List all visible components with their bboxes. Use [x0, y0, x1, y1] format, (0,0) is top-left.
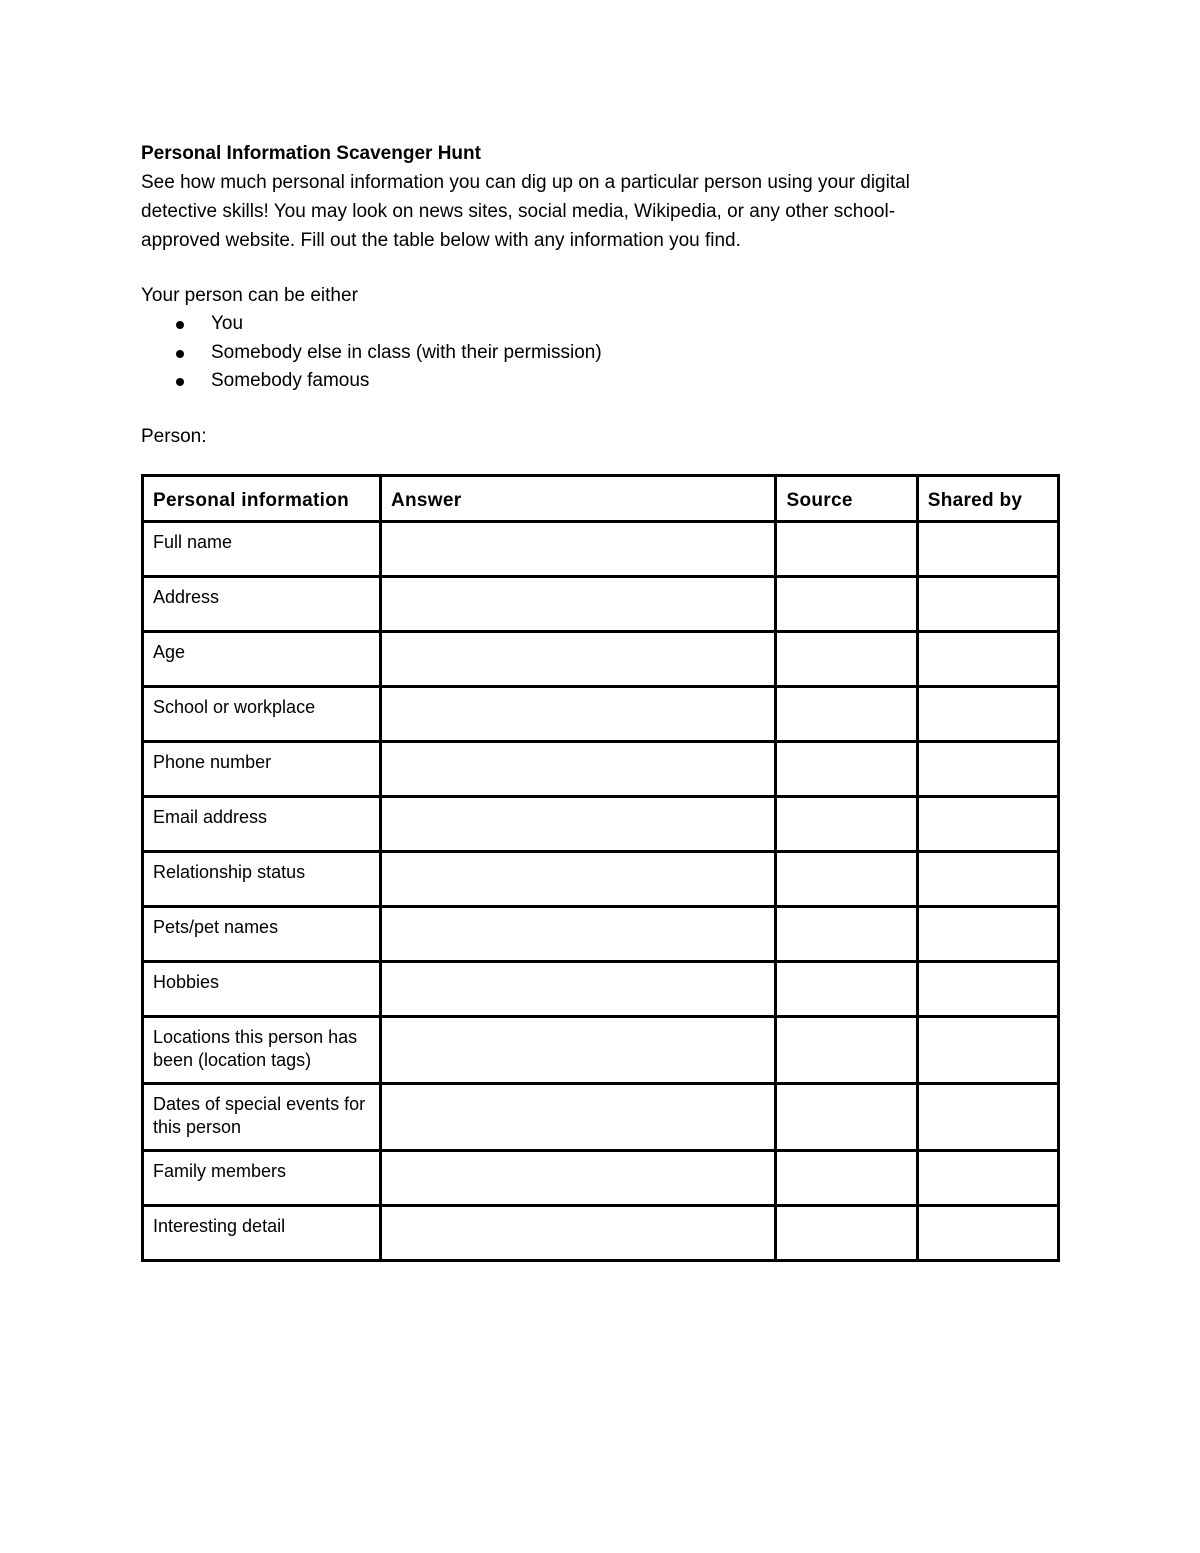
shared-by-cell[interactable]	[917, 797, 1058, 852]
shared-by-cell[interactable]	[917, 742, 1058, 797]
source-cell[interactable]	[776, 577, 917, 632]
shared-by-cell[interactable]	[917, 852, 1058, 907]
header-shared-by: Shared by	[917, 476, 1058, 522]
source-cell[interactable]	[776, 1206, 917, 1261]
list-item	[141, 367, 1059, 396]
source-cell[interactable]	[776, 687, 917, 742]
shared-by-cell[interactable]	[917, 962, 1058, 1017]
row-label: Pets/pet names	[143, 907, 381, 962]
answer-cell[interactable]	[380, 522, 776, 577]
answer-cell[interactable]	[380, 907, 776, 962]
answer-cell[interactable]	[380, 1017, 776, 1084]
list-item	[141, 310, 1059, 339]
row-label: Email address	[143, 797, 381, 852]
intro-line: See how much personal information you can dig up on a particular person using your digital	[141, 172, 910, 193]
table-row	[143, 852, 1059, 907]
shared-by-cell[interactable]	[917, 1017, 1058, 1084]
option-text: Somebody famous	[211, 370, 370, 391]
row-label: School or workplace	[143, 687, 381, 742]
shared-by-cell[interactable]	[917, 907, 1058, 962]
answer-cell[interactable]	[380, 852, 776, 907]
shared-by-cell[interactable]	[917, 1151, 1058, 1206]
shared-by-cell[interactable]	[917, 522, 1058, 577]
table-row	[143, 962, 1059, 1017]
person-label: Person:	[141, 425, 207, 447]
source-cell[interactable]	[776, 742, 917, 797]
source-cell[interactable]	[776, 1151, 917, 1206]
page-title: Personal Information Scavenger Hunt	[141, 143, 481, 164]
answer-cell[interactable]	[380, 632, 776, 687]
table-row	[143, 1017, 1059, 1084]
answer-cell[interactable]	[380, 962, 776, 1017]
table-row	[143, 522, 1059, 577]
option-text: Somebody else in class (with their permission)	[211, 341, 602, 363]
shared-by-cell[interactable]	[917, 1206, 1058, 1261]
shared-by-cell[interactable]	[917, 1084, 1058, 1151]
table-row	[143, 632, 1059, 687]
table-row	[143, 1206, 1059, 1261]
options-list	[141, 310, 1059, 396]
source-cell[interactable]	[776, 907, 917, 962]
source-cell[interactable]	[776, 962, 917, 1017]
row-label: Locations this person has been (location tags)	[143, 1017, 381, 1084]
row-label: Dates of special events for this person	[143, 1084, 381, 1151]
intro-paragraph	[141, 168, 1059, 255]
header-personal-information: Personal information	[143, 476, 381, 522]
shared-by-cell[interactable]	[917, 632, 1058, 687]
table-row	[143, 907, 1059, 962]
row-label: Relationship status	[143, 852, 381, 907]
table-row	[143, 742, 1059, 797]
source-cell[interactable]	[776, 1084, 917, 1151]
header-source: Source	[776, 476, 917, 522]
source-cell[interactable]	[776, 797, 917, 852]
table-row	[143, 577, 1059, 632]
answer-cell[interactable]	[380, 577, 776, 632]
row-label: Phone number	[143, 742, 381, 797]
list-item	[141, 339, 1059, 368]
intro-line: approved website. Fill out the table below with any information you find.	[141, 230, 741, 251]
table-row	[143, 797, 1059, 852]
source-cell[interactable]	[776, 852, 917, 907]
table-row	[143, 1151, 1059, 1206]
source-cell[interactable]	[776, 522, 917, 577]
row-label: Address	[143, 577, 381, 632]
worksheet-page	[141, 140, 1059, 451]
answer-cell[interactable]	[380, 687, 776, 742]
bullet-icon	[176, 321, 184, 329]
answer-cell[interactable]	[380, 1206, 776, 1261]
row-label: Age	[143, 632, 381, 687]
row-label: Family members	[143, 1151, 381, 1206]
options-lead: Your person can be either	[141, 285, 358, 306]
header-answer: Answer	[380, 476, 776, 522]
answer-cell[interactable]	[380, 1084, 776, 1151]
table-row	[143, 1084, 1059, 1151]
row-label: Hobbies	[143, 962, 381, 1017]
intro-line: detective skills! You may look on news sites, social media, Wikipedia, or any other school-	[141, 201, 896, 222]
answer-cell[interactable]	[380, 742, 776, 797]
info-table	[141, 474, 1060, 1262]
table-header-row	[143, 476, 1059, 522]
row-label: Full name	[143, 522, 381, 577]
row-label: Interesting detail	[143, 1206, 381, 1261]
option-text: You	[211, 313, 244, 334]
source-cell[interactable]	[776, 632, 917, 687]
bullet-icon	[176, 350, 184, 358]
table-row	[143, 687, 1059, 742]
answer-cell[interactable]	[380, 797, 776, 852]
answer-cell[interactable]	[380, 1151, 776, 1206]
bullet-icon	[176, 378, 184, 386]
shared-by-cell[interactable]	[917, 687, 1058, 742]
source-cell[interactable]	[776, 1017, 917, 1084]
shared-by-cell[interactable]	[917, 577, 1058, 632]
